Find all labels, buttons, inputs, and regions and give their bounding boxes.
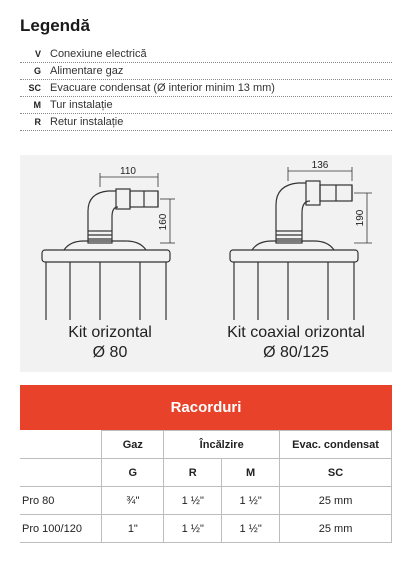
kit-drawings-panel [20, 155, 392, 372]
table-row [20, 515, 392, 543]
table-cell-model: Pro 80 [20, 487, 102, 515]
table-cell: ¾" [102, 487, 164, 515]
legend-item [20, 114, 392, 131]
legend-list [20, 46, 392, 131]
kit-caption-right [206, 323, 386, 363]
dim-horizontal-right: 136 [311, 160, 329, 171]
table-cell-blank [20, 459, 102, 487]
legend-item [20, 80, 392, 97]
dimension-lines-right [288, 167, 372, 243]
legend-code: V [34, 49, 41, 59]
kit-name: Kit coaxial orizontal [227, 324, 365, 341]
kit-diameter: Ø 80 [92, 344, 128, 361]
table-row [20, 487, 392, 515]
racorduri-title: Racorduri [170, 399, 242, 416]
table-cell: 1 ½" [164, 487, 222, 515]
table-cell: 25 mm [280, 487, 392, 515]
table-subheader: G [102, 459, 164, 487]
legend-text: Conexiune electrică [50, 48, 147, 60]
legend-text: Tur instalație [50, 99, 113, 111]
table-cell: 1 ½" [222, 487, 280, 515]
table-cell: 1" [102, 515, 164, 543]
legend-title: Legendă [20, 16, 90, 35]
legend-code: R [34, 117, 41, 127]
dimension-lines-left [100, 173, 175, 243]
table-header: Încălzire [164, 431, 280, 459]
dim-vertical-left: 160 [158, 213, 169, 231]
table-cell-model: Pro 100/120 [20, 515, 102, 543]
legend-item [20, 46, 392, 63]
legend-code: M [33, 100, 41, 110]
boiler-drawing-right [230, 181, 358, 320]
legend-text: Alimentare gaz [50, 65, 124, 77]
dim-horizontal-left: 110 [120, 166, 136, 177]
table-header: Gaz [102, 431, 164, 459]
legend-item [20, 63, 392, 80]
dim-vertical-right: 190 [355, 209, 366, 227]
table-row [20, 431, 392, 459]
kit-name: Kit orizontal [68, 324, 152, 341]
table-row [20, 459, 392, 487]
table-header: Evac. condensat [280, 431, 392, 459]
boiler-drawing-left [42, 189, 170, 320]
racorduri-banner [20, 385, 392, 430]
table-cell: 1 ½" [222, 515, 280, 543]
racorduri-table [20, 430, 392, 543]
table-cell: 25 mm [280, 515, 392, 543]
legend-text: Evacuare condensat (Ø interior minim 13 mm) [50, 82, 275, 94]
legend-code: G [33, 66, 41, 76]
table-subheader: M [222, 459, 280, 487]
table-subheader: R [164, 459, 222, 487]
table-subheader: SC [280, 459, 392, 487]
legend-code: SC [28, 83, 41, 93]
legend-item [20, 97, 392, 114]
table-cell: 1 ½" [164, 515, 222, 543]
table-cell-blank [20, 431, 102, 459]
kit-caption-left [20, 323, 200, 363]
kit-diameter: Ø 80/125 [263, 344, 329, 361]
legend-text: Retur instalație [50, 116, 124, 128]
